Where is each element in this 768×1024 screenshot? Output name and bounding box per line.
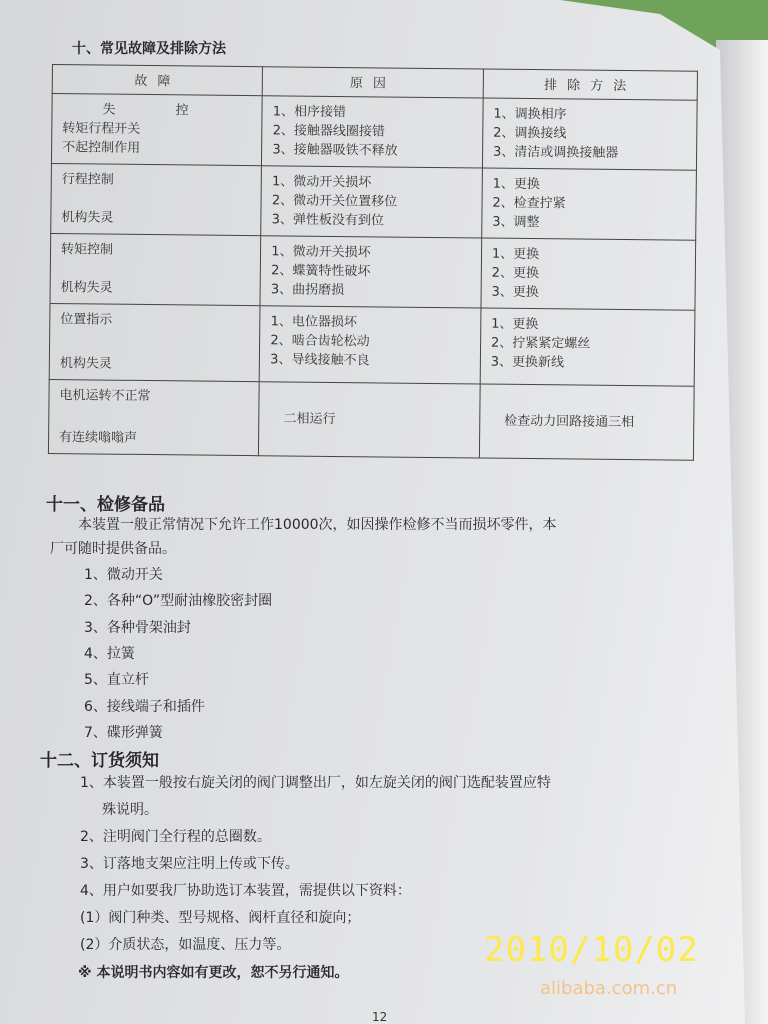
remedy-cell [482, 168, 697, 240]
cause-cell [262, 96, 483, 168]
cause-text: 2、啮合齿轮松动 [270, 333, 370, 350]
cause-text: 1、微动开关损坏 [271, 174, 372, 191]
section-11-title: 十一、检修备品 [46, 495, 165, 515]
remedy-text: 3、更换新线 [490, 354, 565, 371]
cause-text: 2、接触器线圈接错 [272, 123, 385, 140]
order-note-item: 2、注明阀门全行程的总圈数。 [80, 829, 271, 845]
fault-table-row [51, 94, 697, 171]
remedy-cell [481, 238, 696, 310]
fault-table-row [50, 233, 696, 310]
fault-cell [51, 94, 262, 166]
cause-cell [259, 306, 480, 384]
cause-text: 3、曲拐磨损 [270, 282, 345, 299]
watermark: alibaba.com.cn [540, 978, 678, 999]
remedy-text: 1、更换 [492, 176, 540, 193]
header-remedy: 排除方法 [483, 69, 697, 100]
remedy-text: 2、调换接线 [493, 125, 567, 142]
fault-table-row [51, 163, 697, 240]
fault-cell [50, 233, 261, 305]
remedy-text: 2、检查拧紧 [492, 195, 566, 212]
spare-part-item: 4、拉簧 [84, 645, 135, 662]
order-note-item: 3、订落地支架应注明上传或下传。 [80, 856, 299, 872]
remedy-text: 1、调换相序 [493, 106, 567, 123]
remedy-cell [482, 98, 697, 170]
section-12-title: 十二、订货须知 [40, 751, 159, 771]
cause-text: 3、导线接触不良 [270, 352, 370, 369]
cause-text: 1、电位器损坏 [270, 314, 357, 331]
remedy-text: 3、调整 [492, 214, 540, 231]
cause-cell [261, 166, 482, 238]
remedy-text: 1、更换 [491, 246, 540, 263]
photo-date-stamp: 2010/10/02 [484, 930, 699, 970]
cause-text: 1、相序接错 [272, 104, 347, 121]
fault-text: 转矩行程开关 [62, 121, 141, 137]
section-11-paragraph-line1: 本装置一般正常情况下允许工作10000次，如因操作检修不当而损坏零件，本 [78, 517, 557, 533]
fault-top-lines [60, 310, 249, 331]
fault-cell [51, 163, 262, 235]
remedy-text: 1、更换 [491, 316, 539, 333]
fault-text: 失控 [102, 102, 249, 120]
section-10-title: 十、常见故障及排除方法 [72, 41, 226, 57]
fault-text: 行程控制 [61, 172, 114, 188]
spare-part-item: 7、碟形弹簧 [84, 724, 163, 741]
remedy-cell [479, 384, 694, 460]
fault-table [48, 64, 698, 461]
fault-bottom-lines [61, 278, 113, 298]
remedy-cell [480, 308, 695, 386]
fault-text: 电机运转不正常 [59, 388, 151, 405]
remedy-text: 3、清洁或调换接触器 [492, 144, 619, 161]
header-fault: 故障 [52, 65, 263, 96]
fault-top-lines [62, 100, 252, 159]
cause-text: 1、微动开关损坏 [271, 244, 371, 261]
remedy-text: 检查动力回路接通三相 [504, 413, 635, 431]
cause-text: 3、接触器吸铁不释放 [272, 142, 398, 159]
fault-cell [48, 379, 259, 455]
spare-part-item: 3、各种骨架油封 [84, 619, 191, 636]
fault-top-lines [62, 170, 251, 191]
fault-text: 有连续嗡嗡声 [59, 430, 138, 446]
page-number: 12 [372, 1010, 388, 1024]
fault-text: 不起控制作用 [62, 140, 141, 156]
fault-text: 机构失灵 [61, 210, 114, 226]
order-note-item: 1、本装置一般按右旋关闭的阀门调整出厂，如左旋关闭的阀门选配装置应特 [80, 775, 551, 791]
change-notice: ※ 本说明书内容如有更改，恕不另行通知。 [78, 965, 349, 981]
remedy-text: 2、拧紧紧定螺丝 [490, 335, 591, 352]
order-note-item: 殊说明。 [102, 802, 158, 818]
order-note-item: (2）介质状态，如温度、压力等。 [80, 937, 291, 953]
remedy-text: 3、更换 [491, 284, 539, 301]
order-note-item: 4、用户如要我厂协助选订本装置，需提供以下资料： [80, 883, 411, 899]
section-11-paragraph-line2: 厂可随时提供备品。 [50, 541, 176, 557]
fault-cell [49, 303, 260, 381]
cause-text: 3、弹性板没有到位 [271, 212, 385, 229]
fault-text: 机构失灵 [60, 280, 113, 296]
spare-part-item: 2、各种“O”型耐油橡胶密封圈 [84, 593, 273, 610]
spare-part-item: 6、接线端子和插件 [84, 698, 205, 715]
fault-text: 位置指示 [60, 312, 113, 328]
fault-bottom-lines [59, 428, 137, 448]
header-cause: 原因 [262, 67, 483, 98]
spare-part-item: 1、微动开关 [84, 567, 163, 583]
order-note-item: (1）阀门种类、型号规格、阀杆直径和旋向； [80, 910, 361, 926]
fault-top-lines [61, 240, 250, 261]
fault-bottom-lines [60, 354, 112, 374]
fault-text: 转矩控制 [60, 242, 114, 258]
fault-top-lines [59, 386, 248, 407]
spare-part-item: 5、直立杆 [84, 672, 149, 689]
fault-table-row [48, 379, 694, 460]
fault-text: 机构失灵 [59, 356, 112, 372]
remedy-text: 2、更换 [491, 265, 540, 282]
fault-table-row [49, 303, 695, 386]
fault-bottom-lines [61, 208, 113, 228]
cause-cell [260, 236, 481, 308]
cause-text: 二相运行 [283, 411, 336, 427]
cause-cell [259, 382, 480, 458]
cause-text: 2、微动开关位置移位 [271, 193, 398, 210]
cause-text: 2、蝶簧特性破坏 [271, 263, 371, 280]
